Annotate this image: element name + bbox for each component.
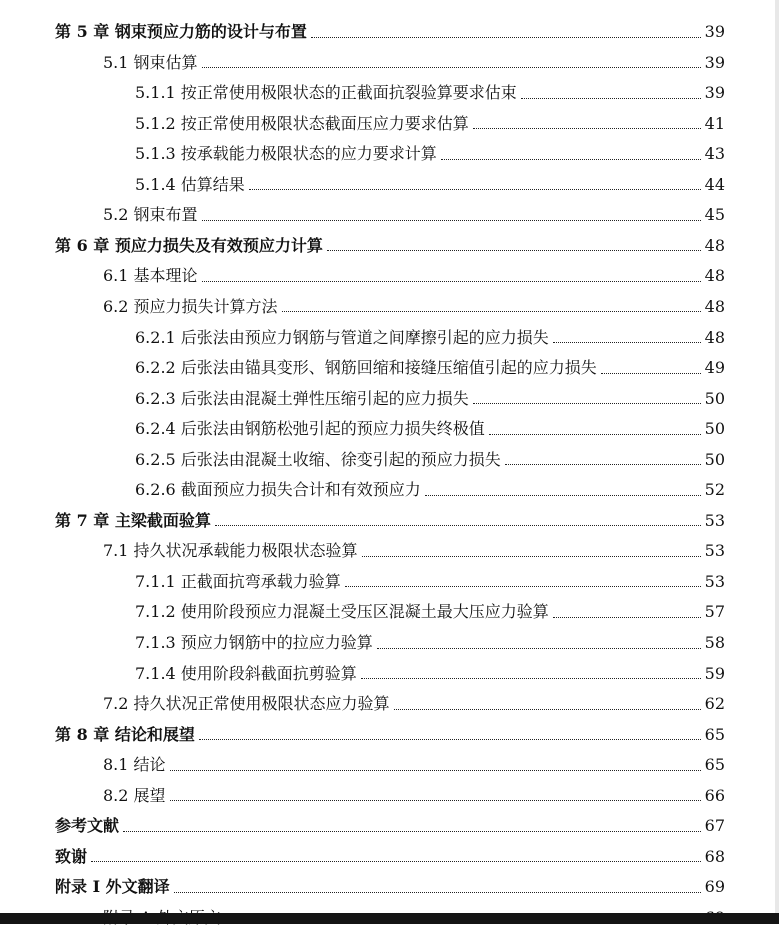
- dot-leader: [174, 892, 701, 893]
- toc-entry[interactable]: [135, 659, 725, 689]
- toc-entry[interactable]: [103, 536, 725, 566]
- toc-entry-page-number: 53: [704, 571, 725, 591]
- toc-entry-page-number: 65: [704, 724, 725, 744]
- toc-entry[interactable]: [55, 506, 725, 536]
- dot-leader: [170, 770, 701, 771]
- toc-entry-title: 6.2.5 后张法由混凝土收缩、徐变引起的预应力损失: [135, 449, 501, 469]
- toc-entry-page-number: 44: [704, 174, 725, 194]
- toc-entry-title: 7.1.1 正截面抗弯承载力验算: [135, 571, 341, 591]
- bottom-bar: [0, 913, 779, 924]
- toc-entry-title: 7.1 持久状况承载能力极限状态验算: [103, 541, 358, 561]
- toc-entry-title: 8.2 展望: [103, 785, 166, 805]
- dot-leader: [394, 709, 701, 710]
- dot-leader: [202, 220, 701, 221]
- toc-entry-title: 6.2.3 后张法由混凝土弹性压缩引起的应力损失: [135, 388, 469, 408]
- toc-entry-page-number: 67: [704, 816, 725, 836]
- toc-entry-page-number: 48: [704, 327, 725, 347]
- toc-entry[interactable]: [135, 78, 725, 108]
- dot-leader: [473, 128, 701, 129]
- toc-entry-page-number: 53: [704, 510, 725, 530]
- toc-entry-title: 6.2 预应力损失计算方法: [103, 296, 278, 316]
- dot-leader: [215, 525, 701, 526]
- dot-leader: [362, 556, 701, 557]
- toc-entry[interactable]: [55, 842, 725, 872]
- toc-entry-title: 致谢: [55, 846, 88, 866]
- toc-entry[interactable]: [135, 567, 725, 597]
- toc-entry-page-number: 65: [704, 755, 725, 775]
- toc-entry-page-number: 50: [704, 449, 725, 469]
- toc-entry-page-number: 53: [704, 541, 725, 561]
- toc-entry[interactable]: [135, 475, 725, 505]
- dot-leader: [311, 37, 701, 38]
- page-edge: [775, 0, 779, 924]
- dot-leader: [505, 464, 701, 465]
- dot-leader: [377, 648, 701, 649]
- toc-entry-page-number: 69: [704, 877, 725, 897]
- toc-entry-page-number: 57: [704, 602, 725, 622]
- toc-entry-title: 7.2 持久状况正常使用极限状态应力验算: [103, 694, 390, 714]
- toc-entry[interactable]: [135, 109, 725, 139]
- toc-entry-title: 7.1.3 预应力钢筋中的拉应力验算: [135, 633, 373, 652]
- dot-leader: [170, 800, 701, 801]
- toc-entry[interactable]: [135, 170, 725, 200]
- toc-entry-page-number: 41: [704, 113, 725, 133]
- toc-entry-page-number: 50: [704, 419, 725, 439]
- toc-entry[interactable]: [55, 231, 725, 261]
- dot-leader: [249, 189, 701, 190]
- toc-entry-title: 参考文献: [55, 816, 120, 836]
- toc-entry[interactable]: [55, 872, 725, 902]
- toc-entry-title: 7.1.4 使用阶段斜截面抗剪验算: [135, 663, 357, 683]
- toc-entry[interactable]: [103, 689, 725, 719]
- toc-entry-page-number: 58: [704, 633, 725, 652]
- toc-entry-page-number: 59: [704, 663, 725, 683]
- toc-entry-page-number: 62: [704, 694, 725, 714]
- toc-entry-page-number: 43: [704, 144, 725, 164]
- dot-leader: [199, 739, 701, 740]
- toc-entry-title: 5.1.1 按正常使用极限状态的正截面抗裂验算要求估束: [135, 83, 517, 103]
- toc-entry-page-number: 48: [704, 266, 725, 286]
- toc-entry-page-number: 39: [704, 52, 725, 72]
- toc-entry-title: 5.1.3 按承载能力极限状态的应力要求计算: [135, 144, 437, 164]
- toc-entry-title: 6.2.1 后张法由预应力钢筋与管道之间摩擦引起的应力损失: [135, 327, 549, 347]
- toc-entry-title: 6.1 基本理论: [103, 266, 198, 286]
- dot-leader: [91, 861, 701, 862]
- toc-entry-title: 第 5 章 钢束预应力筋的设计与布置: [55, 22, 307, 41]
- dot-leader: [327, 250, 701, 251]
- toc-entry-title: 5.1.2 按正常使用极限状态截面压应力要求估算: [135, 113, 469, 133]
- toc-entry[interactable]: [55, 720, 725, 750]
- toc-entry[interactable]: [55, 811, 725, 841]
- toc-entry-title: 第 7 章 主梁截面验算: [55, 510, 211, 530]
- toc-entry-page-number: 48: [704, 235, 725, 255]
- toc-entry-page-number: 48: [704, 296, 725, 316]
- toc-entry[interactable]: [135, 384, 725, 414]
- dot-leader: [441, 159, 701, 160]
- dot-leader: [473, 403, 701, 404]
- toc-entry[interactable]: [103, 200, 725, 230]
- toc-entry-page-number: 52: [704, 480, 725, 500]
- toc-entry[interactable]: [103, 750, 725, 780]
- toc-entry-title: 第 8 章 结论和展望: [55, 724, 195, 744]
- dot-leader: [345, 586, 701, 587]
- toc-entry-page-number: 45: [704, 205, 725, 225]
- dot-leader: [123, 831, 701, 832]
- toc-entry-title: 6.2.6 截面预应力损失合计和有效预应力: [135, 480, 421, 500]
- toc-entry[interactable]: [103, 781, 725, 811]
- toc-entry-title: 第 6 章 预应力损失及有效预应力计算: [55, 235, 323, 255]
- toc-entry[interactable]: [135, 597, 725, 627]
- toc-entry[interactable]: [135, 353, 725, 383]
- dot-leader: [202, 67, 701, 68]
- toc-entry-page-number: 66: [704, 785, 725, 805]
- dot-leader: [489, 434, 701, 435]
- dot-leader: [425, 495, 701, 496]
- toc-entry-page-number: 39: [704, 22, 725, 41]
- toc-entry[interactable]: [103, 261, 725, 291]
- toc-entry-page-number: 39: [704, 83, 725, 103]
- toc-entry-title: 6.2.4 后张法由钢筋松弛引起的预应力损失终极值: [135, 419, 485, 439]
- dot-leader: [202, 281, 701, 282]
- dot-leader: [601, 373, 701, 374]
- toc-entry-title: 8.1 结论: [103, 755, 166, 775]
- toc-entry-page-number: 50: [704, 388, 725, 408]
- dot-leader: [282, 311, 701, 312]
- toc-entry[interactable]: [135, 323, 725, 353]
- toc-entry-title: 附录 I 外文翻译: [55, 877, 170, 897]
- toc-entry-title: 5.1 钢束估算: [103, 52, 198, 72]
- toc-entry[interactable]: [135, 628, 725, 658]
- toc-entry[interactable]: [103, 292, 725, 322]
- dot-leader: [553, 342, 701, 343]
- toc-entry-title: 5.1.4 估算结果: [135, 174, 245, 194]
- dot-leader: [361, 678, 701, 679]
- toc-entry-title: 7.1.2 使用阶段预应力混凝土受压区混凝土最大压应力验算: [135, 602, 549, 622]
- toc-entry-title: 6.2.2 后张法由锚具变形、钢筋回缩和接缝压缩值引起的应力损失: [135, 358, 597, 378]
- toc-entry-title: 5.2 钢束布置: [103, 205, 198, 225]
- toc-entry-page-number: 49: [704, 358, 725, 378]
- dot-leader: [521, 98, 701, 99]
- toc-entry-page-number: 68: [704, 846, 725, 866]
- dot-leader: [553, 617, 701, 618]
- toc-entry[interactable]: [135, 139, 725, 169]
- toc-entry[interactable]: [135, 445, 725, 475]
- toc-entry[interactable]: [103, 48, 725, 78]
- toc-entry[interactable]: [55, 17, 725, 47]
- toc-entry[interactable]: [135, 414, 725, 444]
